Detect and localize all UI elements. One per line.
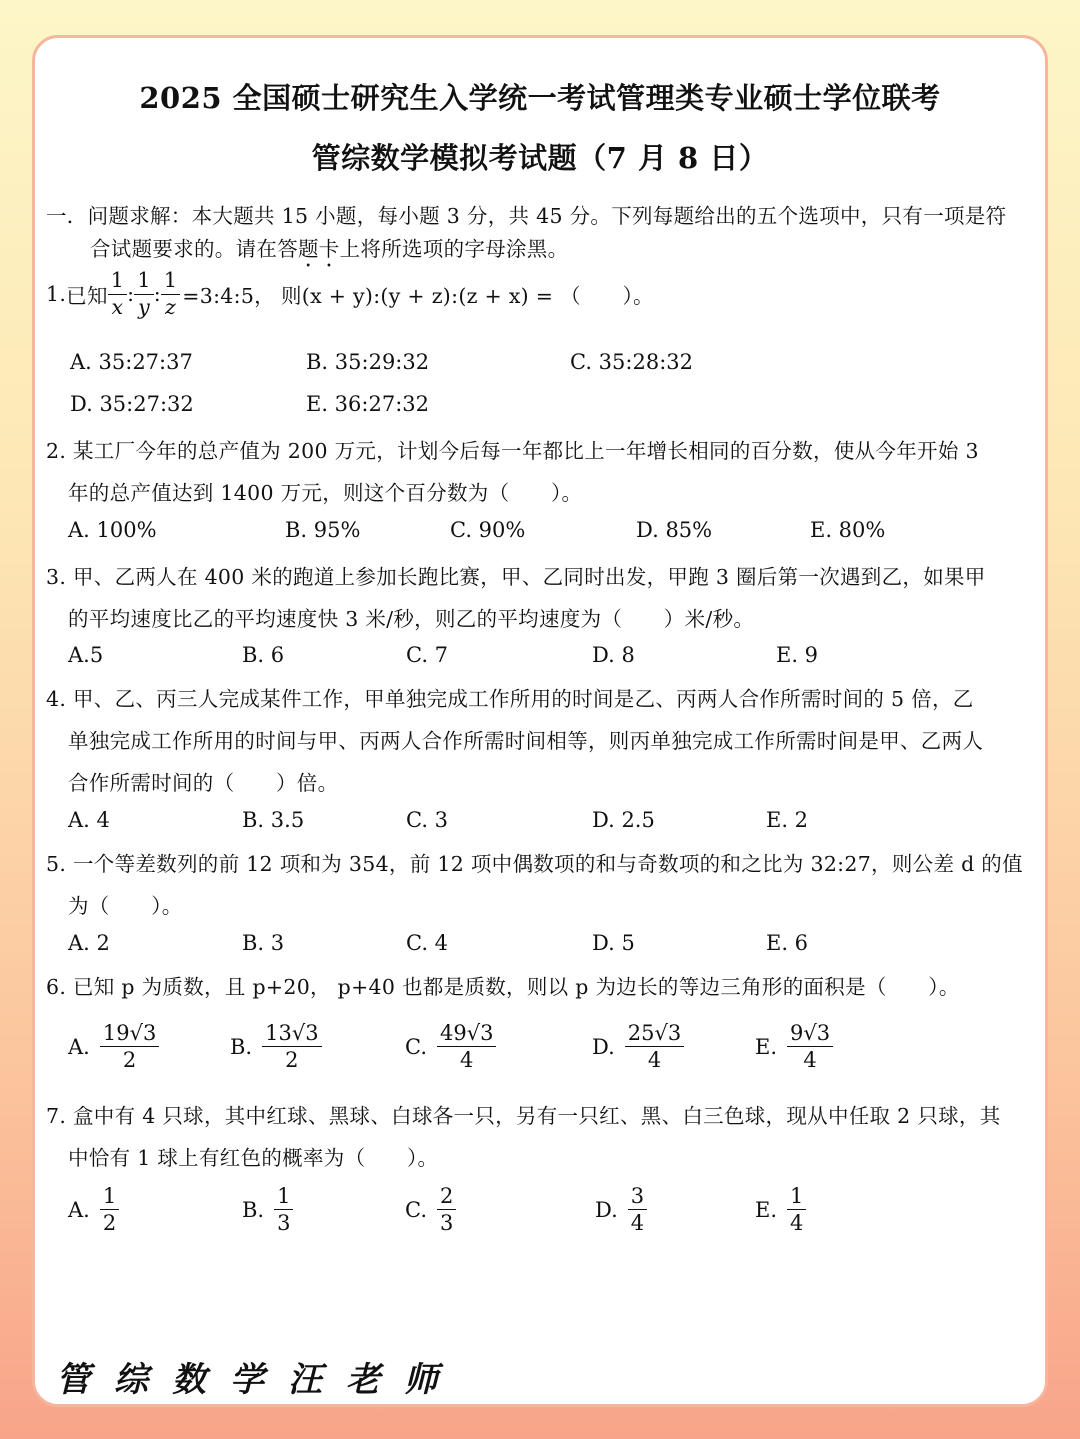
q7-option-c: C. $\frac{2}{3}$ bbox=[405, 1185, 456, 1234]
q5-option-e: E. 6 bbox=[766, 931, 809, 955]
q2-option-d: D. 85% bbox=[636, 518, 713, 542]
question-3-line2: 的平均速度比乙的平均速度快 3 米/秒，则乙的平均速度为（ ）米/秒。 bbox=[68, 607, 755, 631]
q3-option-a: A.5 bbox=[68, 643, 104, 667]
q1-option-d: D. 35:27:32 bbox=[70, 392, 194, 416]
question-7-line1: 7. 盒中有 4 只球，其中红球、黑球、白球各一只，另有一只红、黑、白三色球，现从中任取 2 只球，其 bbox=[46, 1104, 1001, 1128]
question-3-line1: 3. 甲、乙两人在 400 米的跑道上参加长跑比赛，甲、乙同时出发，甲跑 3 圈后第一次遇到乙，如果甲 bbox=[46, 565, 986, 589]
q4-option-b: B. 3.5 bbox=[242, 808, 305, 832]
q5-option-a: A. 2 bbox=[68, 931, 110, 955]
question-4-line1: 4. 甲、乙、丙三人完成某件工作，甲单独完成工作所用的时间是乙、丙两人合作所需时间的 5 倍，乙 bbox=[46, 687, 974, 711]
q2-option-e: E. 80% bbox=[810, 518, 886, 542]
q4-option-c: C. 3 bbox=[406, 808, 449, 832]
section-instruction-line2: 合试题要求的。请在答题卡上将所选项的字母涂黑。 bbox=[90, 237, 569, 261]
question-5-line2: 为（ ）。 bbox=[68, 894, 183, 918]
q3-option-b: B. 6 bbox=[242, 643, 285, 667]
exam-title: 2025 全国硕士研究生入学统一考试管理类专业硕士学位联考 bbox=[139, 81, 941, 115]
author-signature: 管综数学汪老师 bbox=[56, 1360, 462, 1400]
q6-option-b: B. $\frac{13√3}{2}$ bbox=[230, 1022, 322, 1071]
exam-subtitle: 管综数学模拟考试题（7 月 8 日） bbox=[311, 141, 769, 175]
question-6-line1: 6. 已知 p 为质数，且 p+20， p+40 也都是质数，则以 p 为边长的等边三角形的面积是（ ）。 bbox=[46, 975, 960, 999]
q1-option-c: C. 35:28:32 bbox=[570, 350, 693, 374]
question-4-line3: 合作所需时间的（ ）倍。 bbox=[68, 771, 339, 795]
q2-option-a: A. 100% bbox=[68, 518, 157, 542]
question-2-line2: 年的总产值达到 1400 万元，则这个百分数为（ ）。 bbox=[68, 481, 583, 505]
q6-option-d: D. $\frac{25√3}{4}$ bbox=[592, 1022, 684, 1071]
q3-option-c: C. 7 bbox=[406, 643, 449, 667]
question-7-line2: 中恰有 1 球上有红色的概率为（ ）。 bbox=[68, 1146, 439, 1170]
q5-option-d: D. 5 bbox=[592, 931, 635, 955]
q3-option-d: D. 8 bbox=[592, 643, 635, 667]
q6-option-c: C. $\frac{49√3}{4}$ bbox=[405, 1022, 496, 1071]
q7-option-a: A. $\frac{1}{2}$ bbox=[68, 1185, 119, 1234]
q3-option-e: E. 9 bbox=[776, 643, 819, 667]
q7-option-d: D. $\frac{3}{4}$ bbox=[595, 1185, 647, 1234]
q1-option-e: E. 36:27:32 bbox=[306, 392, 429, 416]
question-4-line2: 单独完成工作所用的时间与甲、丙两人合作所需时间相等，则丙单独完成工作所需时间是甲、乙两人 bbox=[68, 729, 984, 753]
q4-option-a: A. 4 bbox=[68, 808, 110, 832]
q4-option-e: E. 2 bbox=[766, 808, 809, 832]
section-instruction-line1: 一．问题求解：本大题共 15 小题，每小题 3 分，共 45 分。下列每题给出的五个选项中，只有一项是符 bbox=[46, 204, 1007, 228]
q5-option-c: C. 4 bbox=[406, 931, 449, 955]
q2-option-b: B. 95% bbox=[285, 518, 361, 542]
question-5-line1: 5. 一个等差数列的前 12 项和为 354，前 12 项中偶数项的和与奇数项的和之比为 32:27，则公差 d 的值 bbox=[46, 852, 1023, 876]
q7-option-b: B. $\frac{1}{3}$ bbox=[242, 1185, 293, 1234]
q2-option-c: C. 90% bbox=[450, 518, 526, 542]
q6-option-a: A. $\frac{19√3}{2}$ bbox=[68, 1022, 159, 1071]
question-2-line1: 2. 某工厂今年的总产值为 200 万元，计划今后每一年都比上一年增长相同的百分数，使从今年开始 3 bbox=[46, 439, 979, 463]
q7-option-e: E. $\frac{1}{4}$ bbox=[755, 1185, 806, 1234]
q1-option-b: B. 35:29:32 bbox=[306, 350, 430, 374]
q1-option-a: A. 35:27:37 bbox=[70, 350, 193, 374]
q6-option-e: E. $\frac{9√3}{4}$ bbox=[755, 1022, 833, 1071]
question-1: 1. 已知 $\frac{1}{x}$ : $\frac{1}{y}$ : $\frac{1}{z}$ =3:4:5， 则(x + y):(y + z):(z + x) = （ ）。 bbox=[46, 268, 654, 319]
q5-option-b: B. 3 bbox=[242, 931, 285, 955]
q4-option-d: D. 2.5 bbox=[592, 808, 655, 832]
